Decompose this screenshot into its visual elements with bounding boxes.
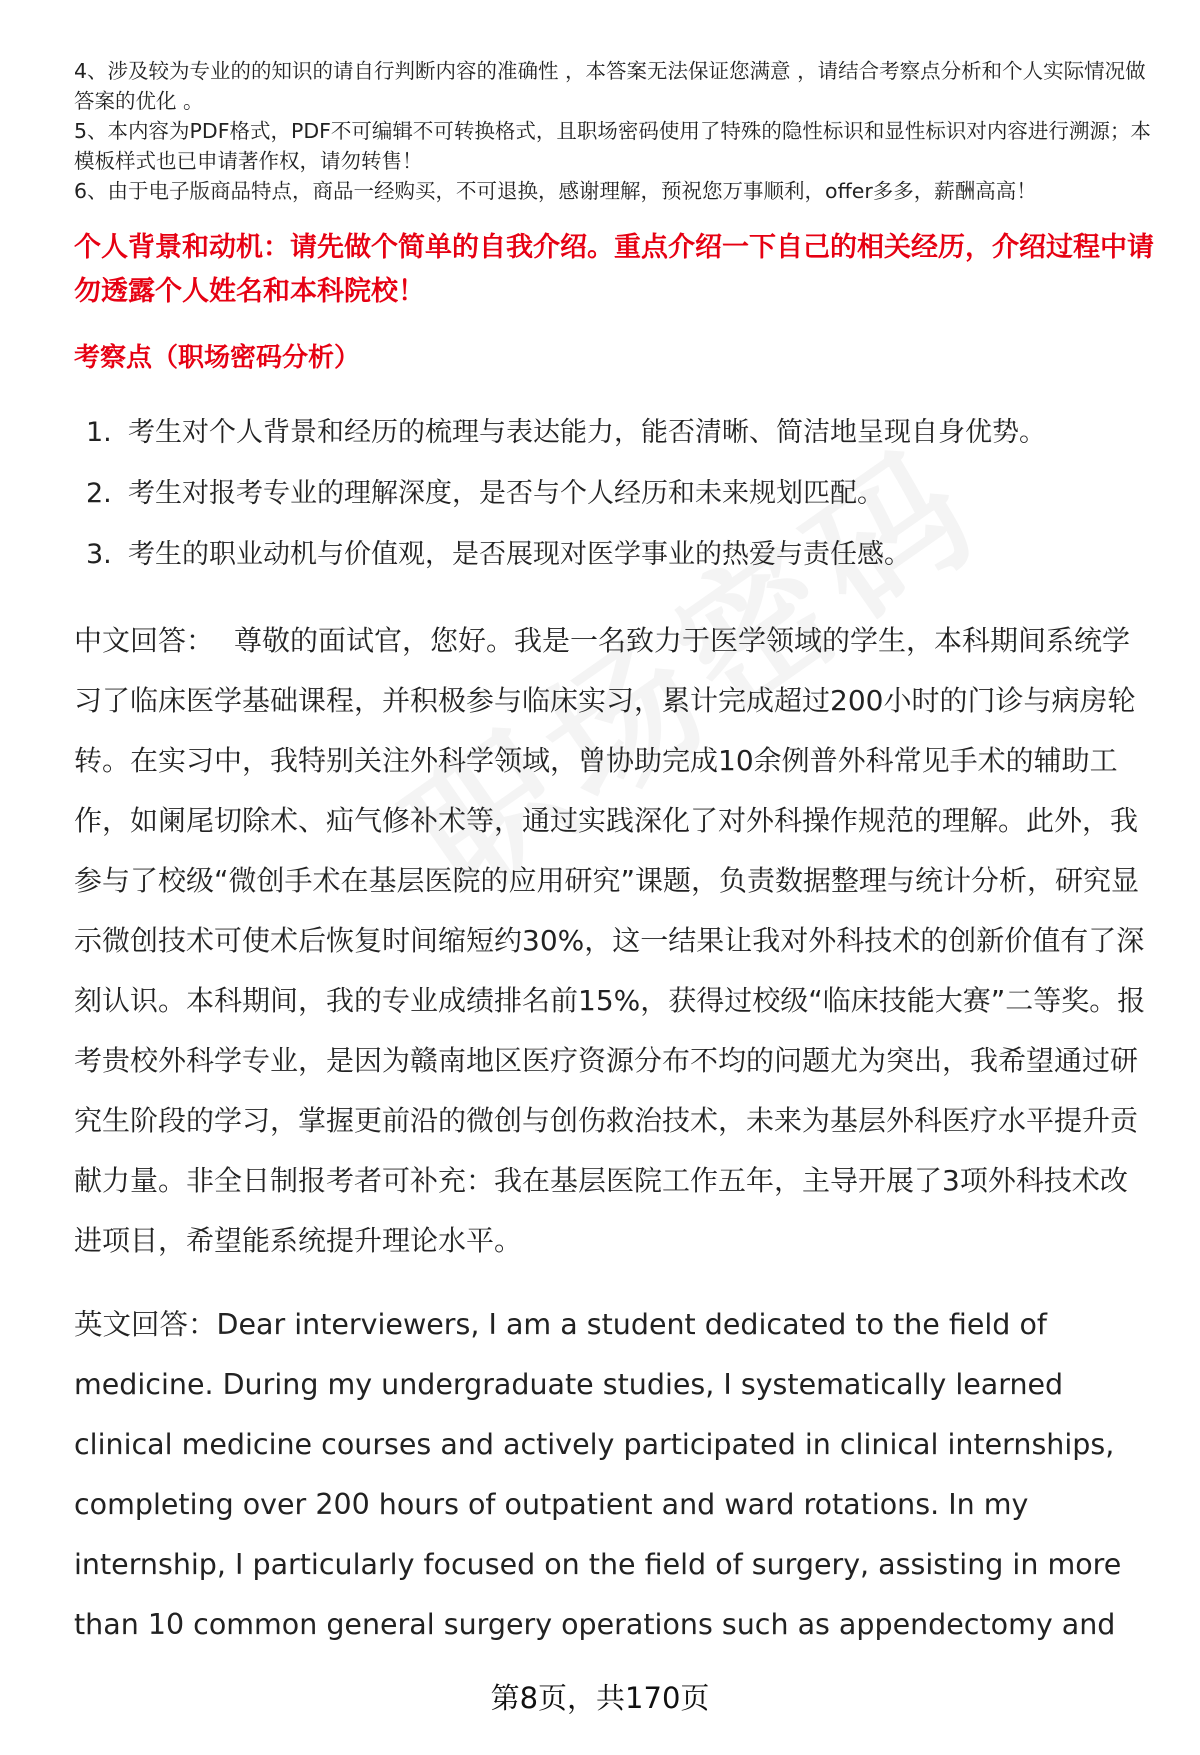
question-heading: 个人背景和动机：请先做个简单的自我介绍。重点介绍一下自己的相关经历，介绍过程中请勿透露个人姓名和本科院校！: [74, 232, 1154, 307]
answer-chinese-label: 中文回答：: [74, 624, 215, 657]
analysis-title: 考察点（职场密码分析）: [74, 343, 361, 373]
answer-english-text: Dear interviewers, I am a student dedicated to the field of medicine. During my undergraduate studies, I systematically learned clinical medicine courses and actively participated in clinical internships, completing over 200 hours of outpatient and ward rotations. In my internship, I particularly focused on the field of surgery, assisting in more than 10 common general surgery operations such as appendectomy and: [74, 1308, 1122, 1641]
point-number: 1.: [86, 417, 112, 448]
answer-english-label: 英文回答：: [74, 1308, 217, 1341]
analysis-point: [86, 463, 1154, 524]
note-item: 6、由于电子版商品特点，商品一经购买，不可退换，感谢理解，预祝您万事顺利，offer多多，薪酬高高！: [74, 179, 1037, 203]
answer-chinese-text: 尊敬的面试官，您好。我是一名致力于医学领域的学生，本科期间系统学习了临床医学基础课程，并积极参与临床实习，累计完成超过200小时的门诊与病房轮转。在实习中，我特别关注外科学领域，曾协助完成10余例普外科常见手术的辅助工作，如阑尾切除术、疝气修补术等，通过实践深化了对外科操作规范的理解。此外，我参与了校级“微创手术在基层医院的应用研究”课题，负责数据整理与统计分析，研究显示微创技术可使术后恢复时间缩短约30%，这一结果让我对外科技术的创新价值有了深刻认识。本科期间，我的专业成绩排名前15%，获得过校级“临床技能大赛”二等奖。报考贵校外科学专业，是因为赣南地区医疗资源分布不均的问题尤为突出，我希望通过研究生阶段的学习，掌握更前沿的微创与创伤救治技术，未来为基层外科医疗水平提升贡献力量。非全日制报考者可补充：我在基层医院工作五年，主导开展了3项外科技术改进项目，希望能系统提升理论水平。: [74, 624, 1146, 1257]
analysis-point: [86, 402, 1154, 463]
note-item: 5、本内容为PDF格式，PDF不可编辑不可转换格式，且职场密码使用了特殊的隐性标识和显性标识对内容进行溯源；本模板样式也已申请著作权，请勿转售！: [74, 119, 1151, 173]
analysis-point: [86, 524, 1154, 585]
answer-english: [74, 1295, 1154, 1655]
content: [74, 56, 1154, 1655]
point-text: 考生对个人背景和经历的梳理与表达能力，能否清晰、简洁地呈现自身优势。: [128, 417, 1046, 448]
point-text: 考生的职业动机与价值观，是否展现对医学事业的热爱与责任感。: [128, 539, 911, 570]
point-number: 2.: [86, 478, 112, 509]
note-item: 4、涉及较为专业的的知识的请自行判断内容的准确性 ，本答案无法保证您满意 ，请结合考察点分析和个人实际情况做答案的优化 。: [74, 59, 1146, 113]
point-number: 3.: [86, 539, 112, 570]
notes-section: [74, 56, 1154, 206]
point-text: 考生对报考专业的理解深度，是否与个人经历和未来规划匹配。: [128, 478, 884, 509]
page-number: 第8页，共170页: [490, 1681, 710, 1715]
analysis-points: [74, 402, 1154, 585]
answer-chinese: [74, 611, 1154, 1271]
